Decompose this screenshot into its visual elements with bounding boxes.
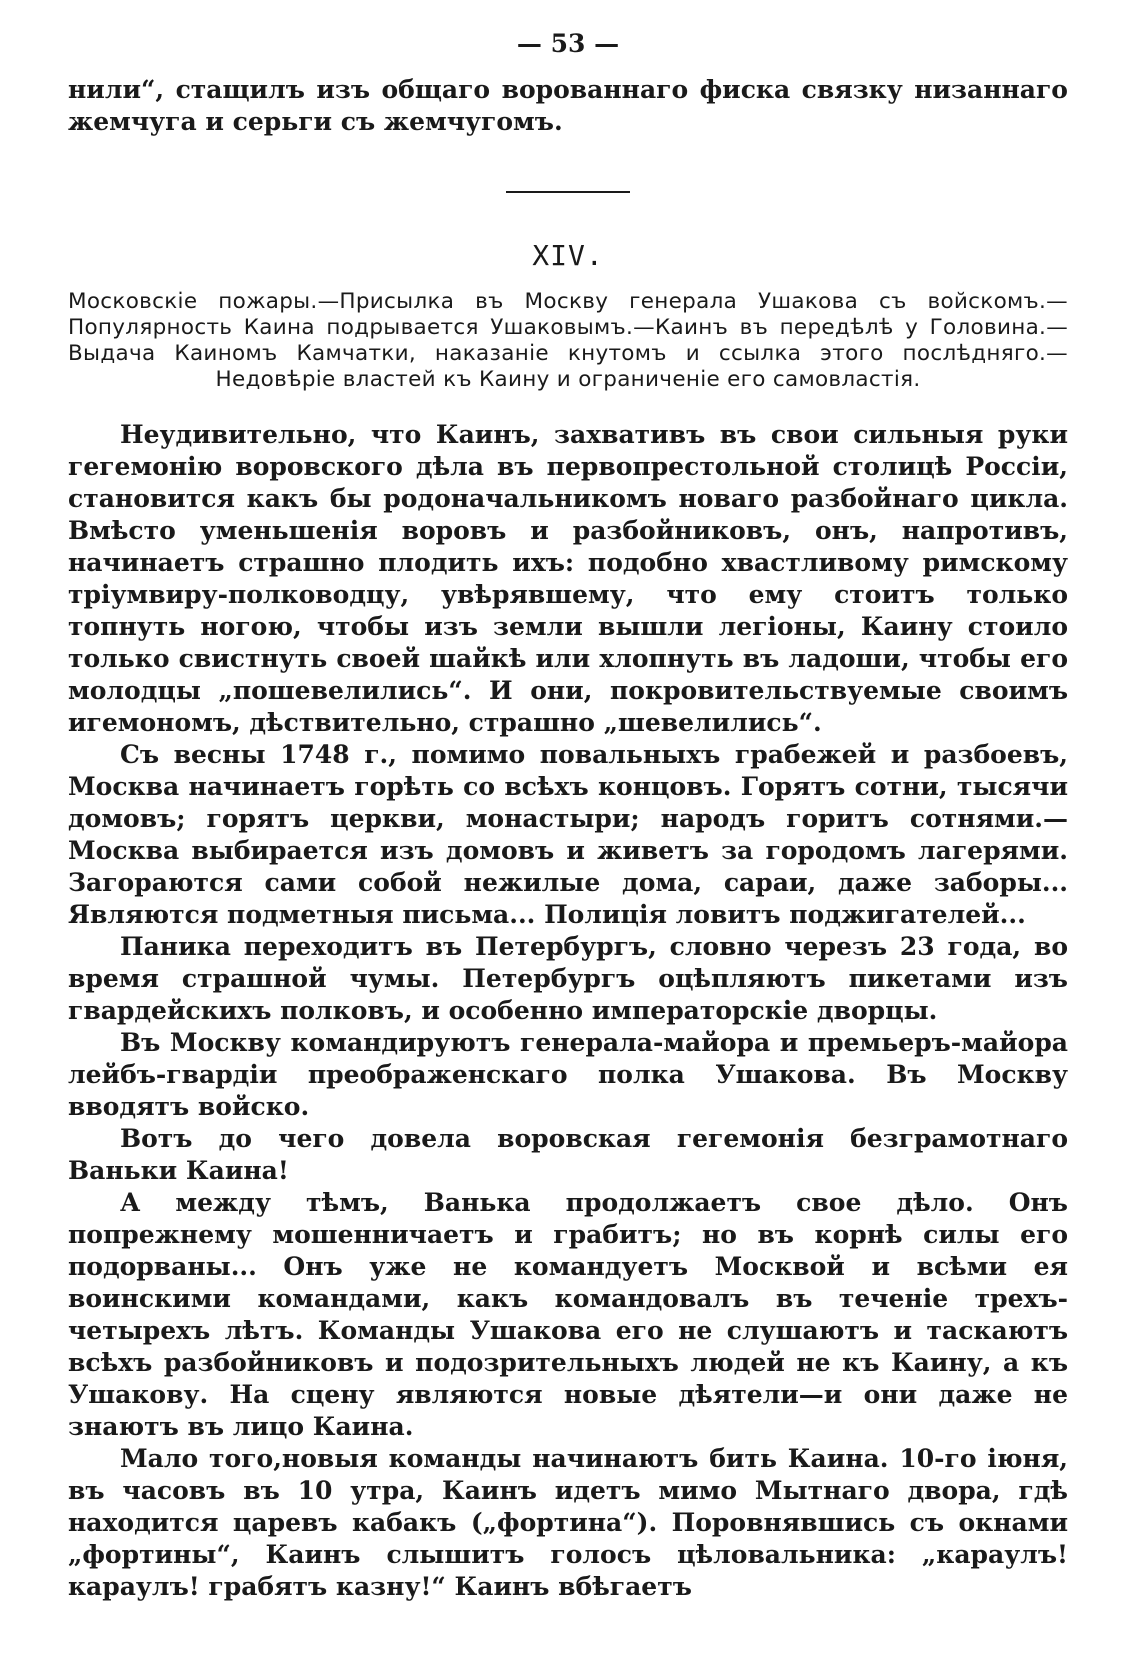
body-paragraph-3: Паника переходитъ въ Петербургъ, словно черезъ 23 года, во время страшной чумы. Петербургъ оцѣпляютъ пикетами изъ гвардейскихъ полковъ, и особенно императорскіе дворцы. [68, 932, 1068, 1025]
body-paragraph-7: Мало того,новыя команды начинаютъ бить Каина. 10-го іюня, въ часовъ въ 10 утра, Каинъ идетъ мимо Мытнаго двора, гдѣ находится царевъ кабакъ („фортина“). Поровнявшись съ окнами „фортины“, Каинъ слышитъ голосъ цѣловальника: „караулъ! караулъ! грабятъ казну!“ Каинъ вбѣгаетъ [68, 1444, 1068, 1601]
chapter-number: XIV. [532, 239, 604, 272]
continuation-paragraph: нили“, стащилъ изъ общаго ворованнаго фиска связку низаннаго жемчуга и серьги съ жемчугомъ. [68, 75, 1068, 136]
body-paragraph-5: Вотъ до чего довела воровская гегемонія безграмотнаго Ваньки Каина! [68, 1124, 1068, 1185]
body-paragraph-4: Въ Москву командируютъ генерала-майора и премьеръ-майора лейбъ-гвардіи преображенскаго полка Ушакова. Въ Москву вводятъ войско. [68, 1028, 1068, 1121]
chapter-body [68, 419, 1068, 1603]
section-divider [506, 191, 630, 193]
book-page [68, 28, 1068, 1603]
body-paragraph-2: Съ весны 1748 г., помимо повальныхъ грабежей и разбоевъ, Москва начинаетъ горѣть со всѣхъ концовъ. Горятъ сотни, тысячи домовъ; горятъ церкви, монастыри; народъ горитъ сотнями.—Москва выбирается изъ домовъ и живетъ за городомъ лагерями. Загораются сами собой нежилые дома, сараи, даже заборы... Являются подметныя письма... Полиція ловитъ поджигателей... [68, 740, 1068, 929]
chapter-synopsis: Московскіе пожары.—Присылка въ Москву генерала Ушакова съ войскомъ.—Популярность Каина подрывается Ушаковымъ.—Каинъ въ передѣлѣ у Головина.—Выдача Каиномъ Камчатки, наказаніе кнутомъ и ссылка этого послѣдняго.—Недовѣріе властей къ Каину и ограниченіе его самовластія. [68, 289, 1068, 392]
body-paragraph-1: Неудивительно, что Каинъ, захвативъ въ свои сильныя руки гегемонію воровского дѣла въ первопрестольной столицѣ Россіи, становится какъ бы родоначальникомъ новаго разбойнаго цикла. Вмѣсто уменьшенія воровъ и разбойниковъ, онъ, напротивъ, начинаетъ страшно плодить ихъ: подобно хвастливому римскому тріумвиру-полководцу, увѣрявшему, что ему стоитъ только топнуть ногою, чтобы изъ земли вышли легіоны, Каину стоило только свистнуть своей шайкѣ или хлопнуть въ ладоши, чтобы его молодцы „пошевелились“. И они, покровительствуемые своимъ игемономъ, дѣствительно, страшно „шевелились“. [68, 420, 1068, 737]
body-paragraph-6: А между тѣмъ, Ванька продолжаетъ свое дѣло. Онъ попрежнему мошенничаетъ и грабитъ; но въ корнѣ силы его подорваны... Онъ уже не командуетъ Москвой и всѣми ея воинскими командами, какъ командовалъ въ теченіе трехъ-четырехъ лѣтъ. Команды Ушакова его не слушаютъ и таскаютъ всѣхъ разбойниковъ и подозрительныхъ людей не къ Каину, а къ Ушакову. На сцену являются новые дѣятели—и они даже не знаютъ въ лицо Каина. [68, 1188, 1068, 1441]
page-number: — 53 — [516, 29, 620, 58]
